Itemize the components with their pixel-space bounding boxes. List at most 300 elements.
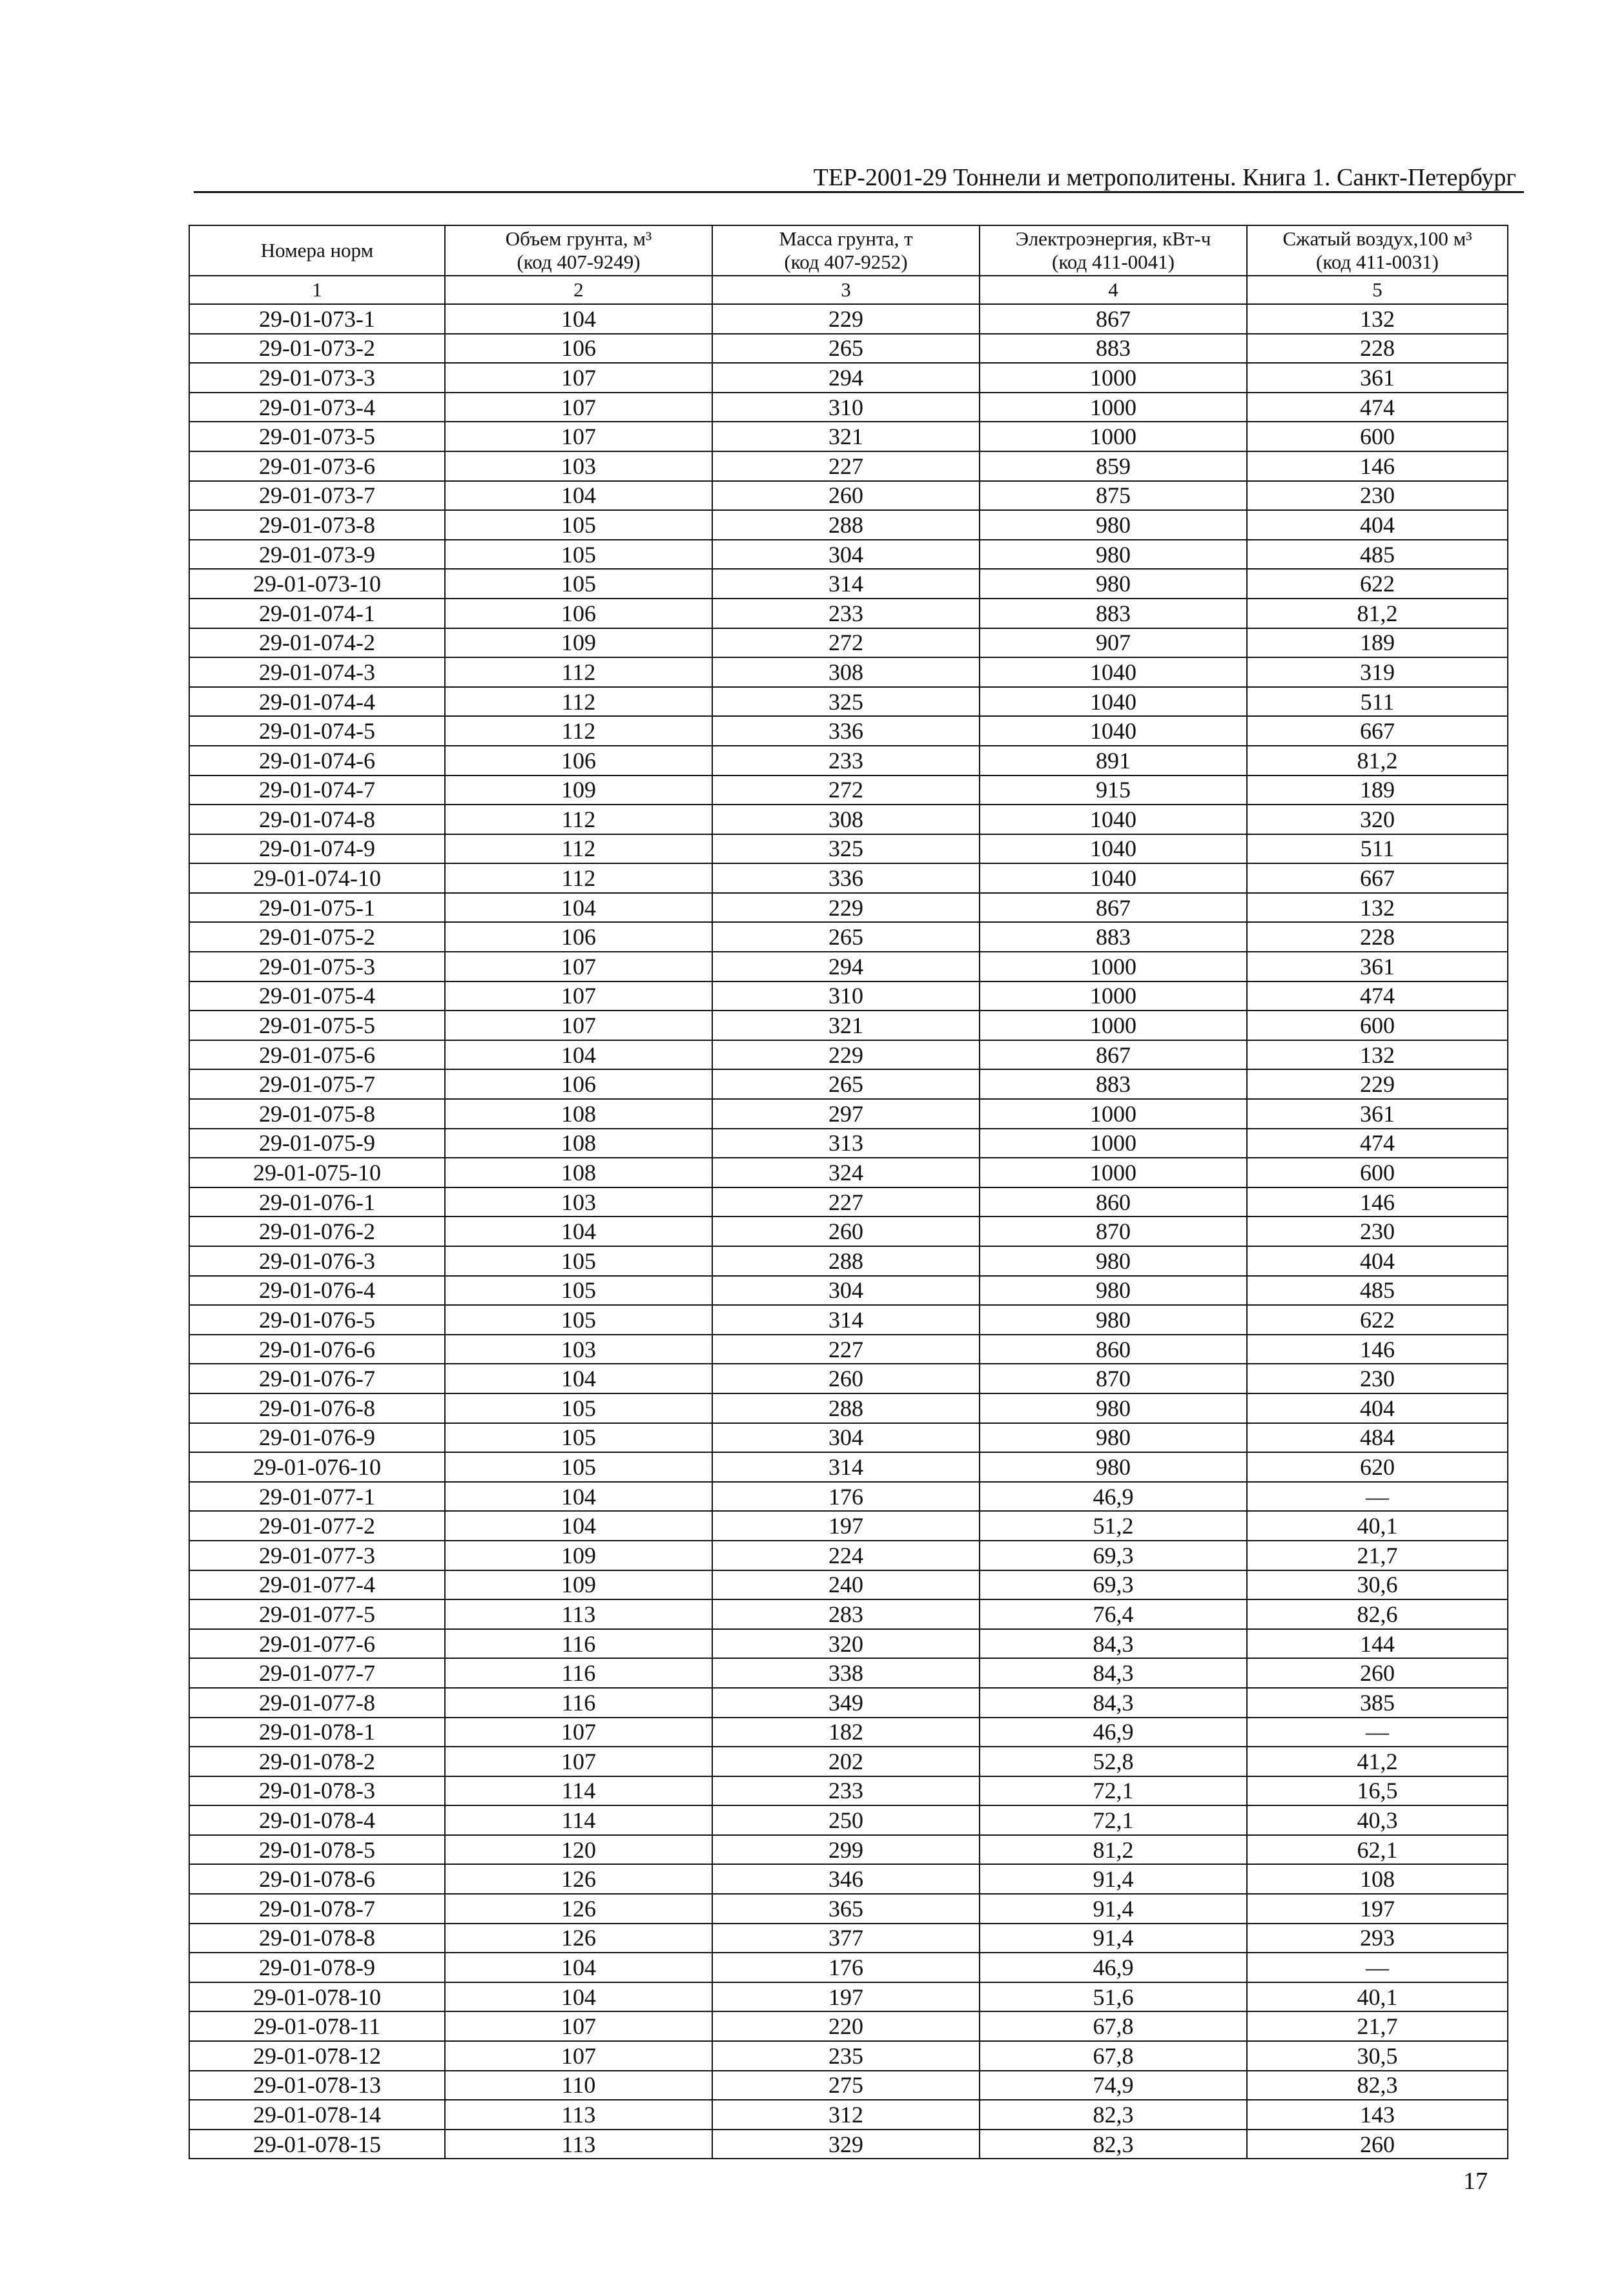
table-row — [189, 716, 1508, 746]
value-cell: 272 — [712, 775, 980, 805]
value-cell: 76,4 — [980, 1599, 1247, 1629]
value-cell: 294 — [712, 363, 980, 393]
value-cell: 107 — [445, 1718, 712, 1747]
norm-number-cell: 29-01-078-3 — [189, 1776, 445, 1806]
table-row — [189, 805, 1508, 834]
value-cell: — — [1247, 1953, 1508, 1982]
table-row — [189, 657, 1508, 687]
norm-number-cell: 29-01-073-10 — [189, 569, 445, 599]
value-cell: 108 — [1247, 1864, 1508, 1894]
value-cell: 1000 — [980, 1011, 1247, 1040]
value-cell: 265 — [712, 1069, 980, 1099]
table-row — [189, 1393, 1508, 1423]
value-cell: 349 — [712, 1688, 980, 1718]
value-cell: 377 — [712, 1924, 980, 1953]
value-cell: 104 — [445, 304, 712, 334]
norm-number-cell: 29-01-078-2 — [189, 1747, 445, 1776]
value-cell: 860 — [980, 1187, 1247, 1217]
value-cell: 107 — [445, 981, 712, 1011]
value-cell: 182 — [712, 1718, 980, 1747]
value-cell: 107 — [445, 363, 712, 393]
value-cell: 146 — [1247, 451, 1508, 481]
value-cell: 84,3 — [980, 1688, 1247, 1718]
value-cell: 319 — [1247, 657, 1508, 687]
value-cell: 859 — [980, 451, 1247, 481]
column-number-row — [189, 276, 1508, 304]
norm-number-cell: 29-01-074-8 — [189, 805, 445, 834]
norm-number-cell: 29-01-073-5 — [189, 422, 445, 451]
value-cell: 883 — [980, 1069, 1247, 1099]
table-row — [189, 1511, 1508, 1541]
value-cell: 109 — [445, 628, 712, 658]
norm-number-cell: 29-01-077-3 — [189, 1541, 445, 1570]
value-cell: 338 — [712, 1658, 980, 1688]
value-cell: 883 — [980, 599, 1247, 628]
norm-number-cell: 29-01-078-4 — [189, 1805, 445, 1835]
norm-number-cell: 29-01-076-2 — [189, 1217, 445, 1246]
table-row — [189, 1246, 1508, 1276]
value-cell: 867 — [980, 1040, 1247, 1070]
value-cell: 288 — [712, 1393, 980, 1423]
norm-number-cell: 29-01-077-2 — [189, 1511, 445, 1541]
value-cell: 1040 — [980, 657, 1247, 687]
value-cell: 600 — [1247, 1011, 1508, 1040]
norm-number-cell: 29-01-074-9 — [189, 834, 445, 864]
table-row — [189, 363, 1508, 393]
value-cell: 484 — [1247, 1423, 1508, 1453]
table-row — [189, 1805, 1508, 1835]
value-cell: 867 — [980, 304, 1247, 334]
value-cell: 485 — [1247, 1276, 1508, 1306]
value-cell: 308 — [712, 805, 980, 834]
value-cell: 288 — [712, 510, 980, 540]
value-cell: 112 — [445, 863, 712, 893]
table-row — [189, 834, 1508, 864]
table-row — [189, 1982, 1508, 2012]
norm-number-cell: 29-01-075-2 — [189, 922, 445, 952]
value-cell: 116 — [445, 1658, 712, 1688]
value-cell: 600 — [1247, 1158, 1508, 1187]
norm-number-cell: 29-01-075-8 — [189, 1099, 445, 1129]
norm-number-cell: 29-01-074-2 — [189, 628, 445, 658]
table-row — [189, 1747, 1508, 1776]
value-cell: 304 — [712, 540, 980, 570]
value-cell: 113 — [445, 1599, 712, 1629]
table-row — [189, 1099, 1508, 1129]
norm-number-cell: 29-01-074-6 — [189, 746, 445, 775]
table-row — [189, 599, 1508, 628]
value-cell: 667 — [1247, 716, 1508, 746]
value-cell: 126 — [445, 1924, 712, 1953]
value-cell: 980 — [980, 1423, 1247, 1453]
value-cell: 1000 — [980, 393, 1247, 422]
value-cell: 176 — [712, 1482, 980, 1512]
value-cell: 91,4 — [980, 1894, 1247, 1924]
norm-number-cell: 29-01-073-6 — [189, 451, 445, 481]
table-row — [189, 481, 1508, 511]
table-row — [189, 1276, 1508, 1306]
value-cell: 104 — [445, 1511, 712, 1541]
value-cell: 120 — [445, 1835, 712, 1865]
value-cell: 116 — [445, 1688, 712, 1718]
value-cell: 107 — [445, 2011, 712, 2041]
norm-number-cell: 29-01-077-6 — [189, 1629, 445, 1659]
value-cell: 233 — [712, 746, 980, 775]
table-row — [189, 393, 1508, 422]
value-cell: 283 — [712, 1599, 980, 1629]
table-row — [189, 569, 1508, 599]
value-cell: 310 — [712, 981, 980, 1011]
value-cell: 980 — [980, 540, 1247, 570]
value-cell: 106 — [445, 599, 712, 628]
value-cell: 361 — [1247, 1099, 1508, 1129]
table-row — [189, 952, 1508, 981]
value-cell: 109 — [445, 1570, 712, 1600]
value-cell: 980 — [980, 1393, 1247, 1423]
table-row — [189, 1924, 1508, 1953]
value-cell: 41,2 — [1247, 1747, 1508, 1776]
value-cell: 146 — [1247, 1335, 1508, 1364]
value-cell: 84,3 — [980, 1629, 1247, 1659]
table-row — [189, 1364, 1508, 1393]
norm-number-cell: 29-01-078-10 — [189, 1982, 445, 2012]
value-cell: 346 — [712, 1864, 980, 1894]
value-cell: 230 — [1247, 481, 1508, 511]
value-cell: 104 — [445, 1040, 712, 1070]
value-cell: 870 — [980, 1364, 1247, 1393]
norm-number-cell: 29-01-077-8 — [189, 1688, 445, 1718]
column-title: Объем грунта, м³ — [505, 227, 652, 250]
norm-number-cell: 29-01-077-1 — [189, 1482, 445, 1512]
value-cell: 104 — [445, 1482, 712, 1512]
value-cell: 114 — [445, 1805, 712, 1835]
value-cell: 21,7 — [1247, 2011, 1508, 2041]
value-cell: 230 — [1247, 1217, 1508, 1246]
table-row — [189, 1482, 1508, 1512]
value-cell: 84,3 — [980, 1658, 1247, 1688]
value-cell: 105 — [445, 510, 712, 540]
column-title: Электроэнергия, кВт-ч — [1015, 227, 1211, 250]
column-number: 5 — [1247, 276, 1508, 304]
value-cell: 308 — [712, 657, 980, 687]
value-cell: 1000 — [980, 422, 1247, 451]
table-row — [189, 746, 1508, 775]
value-cell: 260 — [1247, 2130, 1508, 2159]
value-cell: 325 — [712, 834, 980, 864]
value-cell: 229 — [712, 1040, 980, 1070]
value-cell: 132 — [1247, 1040, 1508, 1070]
norm-number-cell: 29-01-074-5 — [189, 716, 445, 746]
norm-number-cell: 29-01-073-7 — [189, 481, 445, 511]
value-cell: 112 — [445, 657, 712, 687]
value-cell: 104 — [445, 1953, 712, 1982]
value-cell: 91,4 — [980, 1924, 1247, 1953]
value-cell: 320 — [1247, 805, 1508, 834]
value-cell: 224 — [712, 1541, 980, 1570]
table-row — [189, 775, 1508, 805]
value-cell: 1040 — [980, 863, 1247, 893]
value-cell: 112 — [445, 687, 712, 717]
norm-number-cell: 29-01-077-4 — [189, 1570, 445, 1600]
value-cell: 227 — [712, 1187, 980, 1217]
value-cell: 288 — [712, 1246, 980, 1276]
value-cell: 404 — [1247, 1393, 1508, 1423]
value-cell: 294 — [712, 952, 980, 981]
value-cell: 260 — [712, 1217, 980, 1246]
norm-number-cell: 29-01-075-7 — [189, 1069, 445, 1099]
value-cell: 106 — [445, 746, 712, 775]
value-cell: 105 — [445, 1452, 712, 1482]
norm-number-cell: 29-01-075-5 — [189, 1011, 445, 1040]
norm-number-cell: 29-01-074-1 — [189, 599, 445, 628]
table-row — [189, 1158, 1508, 1187]
value-cell: 620 — [1247, 1452, 1508, 1482]
table-row — [189, 1129, 1508, 1158]
norm-number-cell: 29-01-075-4 — [189, 981, 445, 1011]
value-cell: 103 — [445, 1187, 712, 1217]
value-cell: 361 — [1247, 363, 1508, 393]
value-cell: 106 — [445, 922, 712, 952]
norm-number-cell: 29-01-075-6 — [189, 1040, 445, 1070]
value-cell: 299 — [712, 1835, 980, 1865]
column-code: (код 411-0041) — [1052, 251, 1175, 273]
value-cell: 907 — [980, 628, 1247, 658]
value-cell: 511 — [1247, 687, 1508, 717]
column-code: (код 407-9249) — [517, 251, 641, 273]
table-row — [189, 1570, 1508, 1600]
value-cell: 105 — [445, 1305, 712, 1335]
table-row — [189, 1894, 1508, 1924]
value-cell: 189 — [1247, 628, 1508, 658]
value-cell: 980 — [980, 1452, 1247, 1482]
norm-number-cell: 29-01-074-10 — [189, 863, 445, 893]
table-row — [189, 422, 1508, 451]
table-row — [189, 1187, 1508, 1217]
value-cell: 30,5 — [1247, 2041, 1508, 2071]
value-cell: 260 — [712, 1364, 980, 1393]
value-cell: 105 — [445, 540, 712, 570]
norm-number-cell: 29-01-076-1 — [189, 1187, 445, 1217]
value-cell: 227 — [712, 1335, 980, 1364]
table-row — [189, 893, 1508, 923]
value-cell: 81,2 — [1247, 746, 1508, 775]
table-row — [189, 1953, 1508, 1982]
value-cell: 229 — [712, 304, 980, 334]
value-cell: 197 — [712, 1982, 980, 2012]
value-cell: 304 — [712, 1276, 980, 1306]
value-cell: 240 — [712, 1570, 980, 1600]
table-row — [189, 1305, 1508, 1335]
table-row — [189, 922, 1508, 952]
value-cell: 336 — [712, 863, 980, 893]
value-cell: 312 — [712, 2100, 980, 2130]
norm-number-cell: 29-01-073-2 — [189, 334, 445, 364]
value-cell: 220 — [712, 2011, 980, 2041]
value-cell: 82,3 — [980, 2130, 1247, 2159]
norm-number-cell: 29-01-075-1 — [189, 893, 445, 923]
value-cell: 485 — [1247, 540, 1508, 570]
value-cell: 82,3 — [1247, 2071, 1508, 2100]
norm-number-cell: 29-01-076-8 — [189, 1393, 445, 1423]
value-cell: 275 — [712, 2071, 980, 2100]
value-cell: 40,1 — [1247, 1982, 1508, 2012]
norm-number-cell: 29-01-078-15 — [189, 2130, 445, 2159]
value-cell: 197 — [712, 1511, 980, 1541]
value-cell: 107 — [445, 952, 712, 981]
value-cell: 875 — [980, 481, 1247, 511]
value-cell: 81,2 — [1247, 599, 1508, 628]
column-header — [189, 225, 445, 276]
value-cell: 474 — [1247, 393, 1508, 422]
table-row — [189, 1011, 1508, 1040]
value-cell: 113 — [445, 2100, 712, 2130]
value-cell: 404 — [1247, 1246, 1508, 1276]
value-cell: 46,9 — [980, 1718, 1247, 1747]
table-row — [189, 1040, 1508, 1070]
value-cell: 227 — [712, 451, 980, 481]
norm-number-cell: 29-01-074-4 — [189, 687, 445, 717]
value-cell: 297 — [712, 1099, 980, 1129]
value-cell: 107 — [445, 1011, 712, 1040]
value-cell: 108 — [445, 1158, 712, 1187]
value-cell: 82,3 — [980, 2100, 1247, 2130]
value-cell: 385 — [1247, 1688, 1508, 1718]
norm-number-cell: 29-01-078-1 — [189, 1718, 445, 1747]
value-cell: 103 — [445, 1335, 712, 1364]
value-cell: 51,6 — [980, 1982, 1247, 2012]
column-header — [1247, 225, 1508, 276]
norm-number-cell: 29-01-076-7 — [189, 1364, 445, 1393]
value-cell: 474 — [1247, 981, 1508, 1011]
value-cell: 189 — [1247, 775, 1508, 805]
value-cell: 105 — [445, 1393, 712, 1423]
table-row — [189, 1599, 1508, 1629]
value-cell: 112 — [445, 716, 712, 746]
value-cell: 980 — [980, 1246, 1247, 1276]
table-row — [189, 1864, 1508, 1894]
value-cell: 132 — [1247, 893, 1508, 923]
value-cell: 336 — [712, 716, 980, 746]
value-cell: 74,9 — [980, 2071, 1247, 2100]
value-cell: 324 — [712, 1158, 980, 1187]
norm-number-cell: 29-01-073-4 — [189, 393, 445, 422]
value-cell: 91,4 — [980, 1864, 1247, 1894]
value-cell: 67,8 — [980, 2011, 1247, 2041]
value-cell: 104 — [445, 481, 712, 511]
table-row — [189, 1423, 1508, 1453]
value-cell: 202 — [712, 1747, 980, 1776]
value-cell: 72,1 — [980, 1776, 1247, 1806]
norm-number-cell: 29-01-076-9 — [189, 1423, 445, 1453]
value-cell: 260 — [712, 481, 980, 511]
table-row — [189, 1217, 1508, 1246]
value-cell: 144 — [1247, 1629, 1508, 1659]
table-row — [189, 2130, 1508, 2159]
value-cell: 107 — [445, 393, 712, 422]
value-cell: 116 — [445, 1629, 712, 1659]
norm-number-cell: 29-01-078-12 — [189, 2041, 445, 2071]
column-code: (код 407-9252) — [784, 251, 908, 273]
value-cell: 146 — [1247, 1187, 1508, 1217]
table-row — [189, 1629, 1508, 1659]
value-cell: 1000 — [980, 981, 1247, 1011]
value-cell: 108 — [445, 1129, 712, 1158]
norm-number-cell: 29-01-078-7 — [189, 1894, 445, 1924]
table-row — [189, 1688, 1508, 1718]
value-cell: 40,3 — [1247, 1805, 1508, 1835]
value-cell: 980 — [980, 510, 1247, 540]
norm-number-cell: 29-01-076-5 — [189, 1305, 445, 1335]
column-number: 4 — [980, 276, 1247, 304]
norm-number-cell: 29-01-073-9 — [189, 540, 445, 570]
value-cell: 230 — [1247, 1364, 1508, 1393]
page-number: 17 — [1463, 2168, 1488, 2195]
value-cell: 314 — [712, 1305, 980, 1335]
table-row — [189, 2011, 1508, 2041]
value-cell: 511 — [1247, 834, 1508, 864]
value-cell: 106 — [445, 1069, 712, 1099]
value-cell: 265 — [712, 922, 980, 952]
value-cell: 233 — [712, 1776, 980, 1806]
value-cell: 980 — [980, 1305, 1247, 1335]
value-cell: 112 — [445, 834, 712, 864]
value-cell: 62,1 — [1247, 1835, 1508, 1865]
value-cell: 126 — [445, 1894, 712, 1924]
value-cell: 69,3 — [980, 1570, 1247, 1600]
value-cell: 314 — [712, 1452, 980, 1482]
column-number: 1 — [189, 276, 445, 304]
norm-number-cell: 29-01-073-1 — [189, 304, 445, 334]
document-header-title: ТЕР-2001-29 Тоннели и метрополитены. Книга 1. Санкт-Петербург — [813, 164, 1516, 191]
value-cell: 46,9 — [980, 1482, 1247, 1512]
value-cell: 870 — [980, 1217, 1247, 1246]
value-cell: 143 — [1247, 2100, 1508, 2130]
norm-number-cell: 29-01-076-6 — [189, 1335, 445, 1364]
column-number: 2 — [445, 276, 712, 304]
value-cell: 1000 — [980, 1158, 1247, 1187]
column-title: Номера норм — [260, 239, 374, 262]
value-cell: 915 — [980, 775, 1247, 805]
value-cell: 105 — [445, 1276, 712, 1306]
table-row — [189, 510, 1508, 540]
table-row — [189, 2100, 1508, 2130]
value-cell: 114 — [445, 1776, 712, 1806]
value-cell: 46,9 — [980, 1953, 1247, 1982]
value-cell: 329 — [712, 2130, 980, 2159]
value-cell: 622 — [1247, 1305, 1508, 1335]
table-header-row — [189, 225, 1508, 276]
value-cell: 51,2 — [980, 1511, 1247, 1541]
value-cell: 1040 — [980, 805, 1247, 834]
value-cell: 1000 — [980, 363, 1247, 393]
value-cell: 891 — [980, 746, 1247, 775]
value-cell: 320 — [712, 1629, 980, 1659]
norm-number-cell: 29-01-074-3 — [189, 657, 445, 687]
table-row — [189, 1835, 1508, 1865]
value-cell: 860 — [980, 1335, 1247, 1364]
value-cell: 67,8 — [980, 2041, 1247, 2071]
value-cell: 314 — [712, 569, 980, 599]
value-cell: 103 — [445, 451, 712, 481]
norm-number-cell: 29-01-078-6 — [189, 1864, 445, 1894]
norm-number-cell: 29-01-076-10 — [189, 1452, 445, 1482]
column-title: Масса грунта, т — [779, 227, 913, 250]
value-cell: 1000 — [980, 1129, 1247, 1158]
norm-number-cell: 29-01-074-7 — [189, 775, 445, 805]
value-cell: 325 — [712, 687, 980, 717]
value-cell: 109 — [445, 1541, 712, 1570]
norm-number-cell: 29-01-075-10 — [189, 1158, 445, 1187]
